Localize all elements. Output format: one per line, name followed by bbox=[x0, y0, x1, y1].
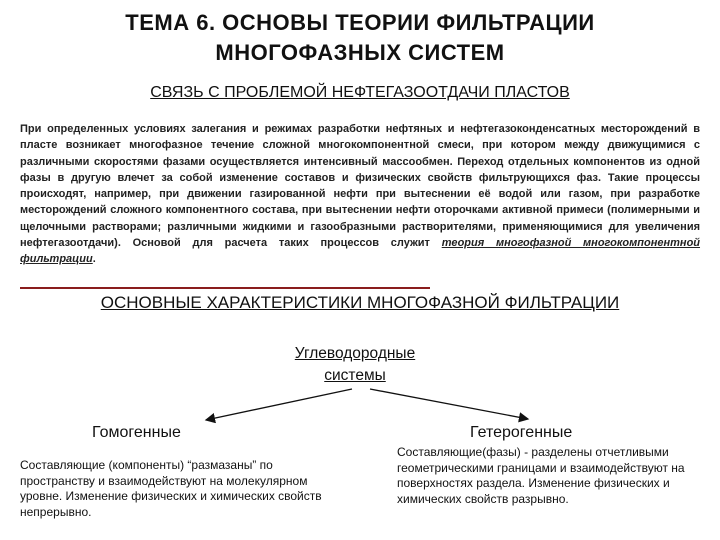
left-branch-description: Составляющие (компоненты) “размазаны” по пространству и взаимодействуют на молекулярном уровне. Изменение физических и химических свойств непрерывно. bbox=[20, 458, 322, 519]
right-branch-description: Составляющие(фазы) - разделены отчетливыми геометрическими границами и взаимодействуют на поверхностях раздела. Изменение физических и химических свойств разрывно. bbox=[397, 445, 685, 506]
body-end: . bbox=[92, 253, 96, 266]
left-branch-label: Гомогенные bbox=[92, 424, 181, 441]
title-line-1: ТЕМА 6. ОСНОВЫ ТЕОРИИ ФИЛЬТРАЦИИ bbox=[125, 10, 595, 35]
right-branch-label: Гетерогенные bbox=[470, 424, 573, 441]
subtitle: СВЯЗЬ С ПРОБЛЕМОЙ НЕФТЕГАЗООТДАЧИ ПЛАСТОВ bbox=[150, 84, 570, 101]
arrow-left bbox=[206, 389, 352, 420]
title-line-2: МНОГОФАЗНЫХ СИСТЕМ bbox=[215, 40, 505, 65]
section-title: ОСНОВНЫЕ ХАРАКТЕРИСТИКИ МНОГОФАЗНОЙ ФИЛЬТРАЦИИ bbox=[100, 293, 620, 312]
arrow-right bbox=[370, 389, 528, 419]
body-text: При определенных условиях залегания и режимах разработки нефтяных и нефтегазоконденсатных месторождений в пласте возникает многофазное течение сложной многокомпонентной смеси, при котором между движущимися с различными скоростями фазами осуществляется интенсивный массообмен. Переход отдельных компонентов из одной фазы в другую влечет за собой изменение составов и физических свойств фильтрующихся фаз. Такие процессы происходят, например, при движении газированной нефти при вытеснении её водой или газом, при разработке месторождений сложного компонентного состава, при вытеснении нефти оторочками активной примеси (полимерными и щелочными растворами; различными жидкими и газообразными растворителями, применяющимися для увеличения нефтегазоотдачи). Основой для расчета таких процессов служит bbox=[20, 123, 700, 250]
body-emphasis: теория многофазной многокомпонентной фильтрации bbox=[20, 237, 701, 266]
root-line-2: системы bbox=[324, 367, 386, 384]
root-line-1: Углеводородные bbox=[294, 345, 416, 362]
